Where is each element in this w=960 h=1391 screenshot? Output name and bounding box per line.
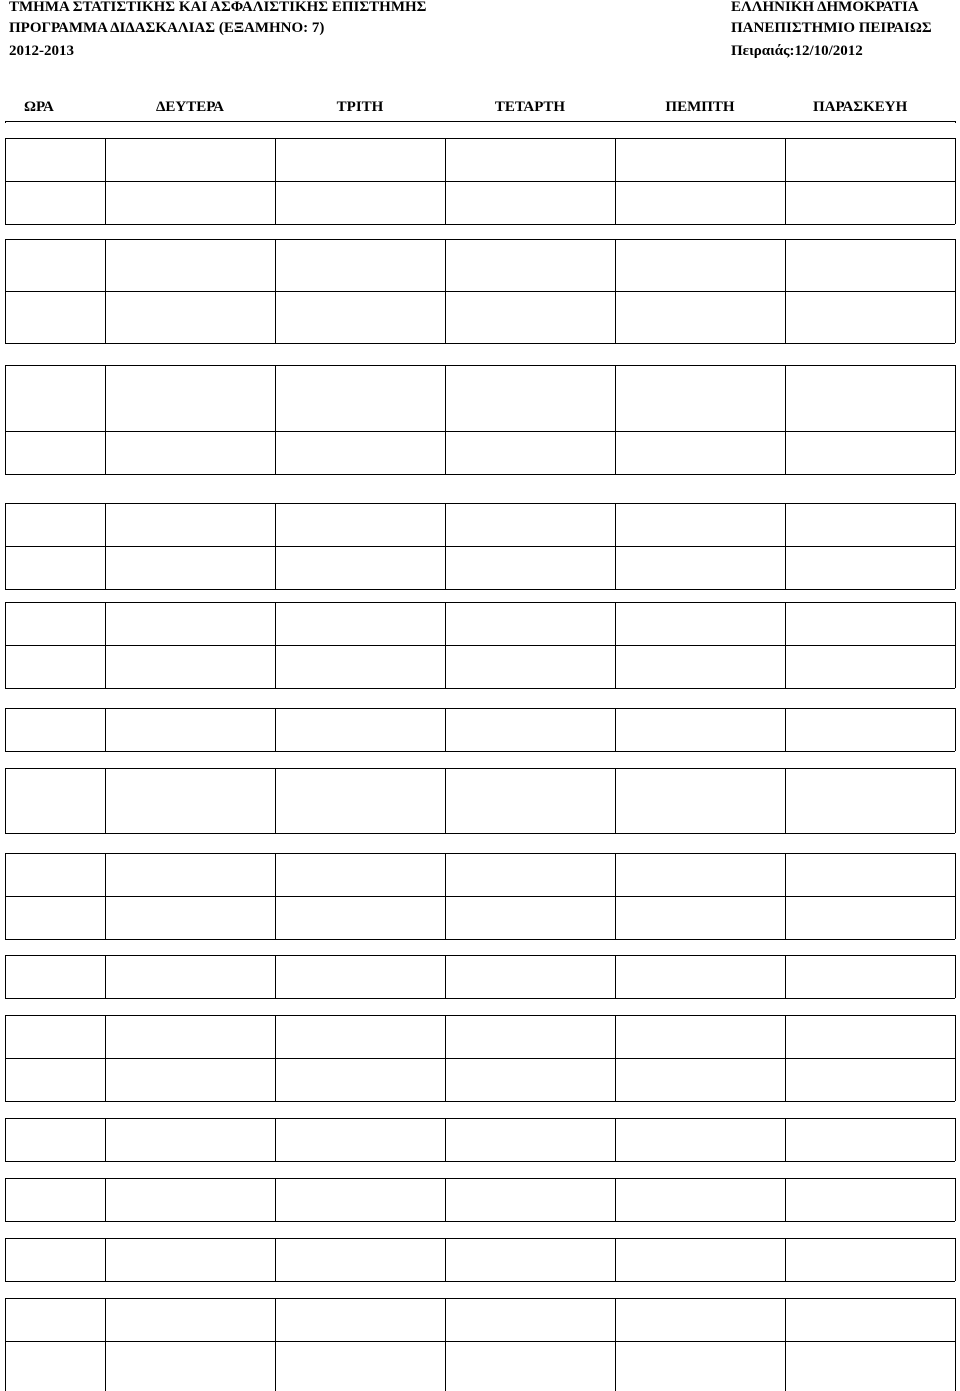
grid-line — [5, 291, 6, 343]
grid-line — [275, 1238, 276, 1281]
grid-line — [105, 1341, 106, 1391]
grid-line — [5, 365, 6, 431]
grid-line — [5, 431, 955, 432]
grid-line — [5, 365, 955, 366]
grid-line — [105, 1118, 106, 1161]
grid-line — [955, 955, 956, 998]
grid-line — [955, 546, 956, 589]
grid-line — [5, 1178, 6, 1221]
grid-line — [615, 1341, 616, 1391]
grid-line — [785, 1341, 786, 1391]
grid-line — [445, 1118, 446, 1161]
grid-line — [5, 1015, 6, 1058]
grid-line — [275, 138, 276, 181]
grid-line — [5, 1015, 955, 1016]
grid-line — [955, 1341, 956, 1391]
grid-line — [445, 239, 446, 291]
grid-line — [5, 1298, 955, 1299]
grid-line — [615, 503, 616, 546]
grid-line — [615, 181, 616, 224]
grid-line — [5, 138, 955, 139]
grid-line — [785, 896, 786, 939]
grid-line — [785, 546, 786, 589]
grid-line — [105, 645, 106, 688]
grid-line — [105, 896, 106, 939]
grid-line — [955, 896, 956, 939]
grid-line — [275, 955, 276, 998]
column-header-thursday: ΠΕΜΠΤΗ — [665, 99, 735, 115]
grid-line — [445, 546, 446, 589]
grid-line — [955, 768, 956, 833]
grid-line — [275, 853, 276, 896]
grid-line — [105, 503, 106, 546]
grid-line — [445, 503, 446, 546]
grid-line — [615, 546, 616, 589]
grid-line — [5, 708, 6, 751]
grid-line — [5, 474, 955, 475]
grid-line — [785, 431, 786, 474]
university-name: ΠΑΝΕΠΙΣΤΗΜΙΟ ΠΕΙΡΑΙΩΣ — [731, 20, 932, 36]
grid-line — [955, 121, 956, 123]
grid-line — [5, 431, 6, 474]
grid-line — [5, 1058, 955, 1059]
grid-line — [955, 1178, 956, 1221]
grid-line — [5, 1161, 955, 1162]
grid-line — [105, 1178, 106, 1221]
grid-line — [785, 1238, 786, 1281]
grid-line — [445, 896, 446, 939]
grid-line — [615, 1298, 616, 1341]
grid-line — [615, 1118, 616, 1161]
grid-line — [5, 602, 6, 645]
grid-line — [785, 645, 786, 688]
grid-line — [275, 181, 276, 224]
grid-line — [955, 708, 956, 751]
grid-line — [785, 602, 786, 645]
column-header-friday: ΠΑΡΑΣΚΕΥΗ — [813, 99, 908, 115]
grid-line — [445, 431, 446, 474]
grid-line — [615, 431, 616, 474]
grid-line — [275, 1118, 276, 1161]
grid-line — [5, 1281, 955, 1282]
column-header-wednesday: ΤΕΤΑΡΤΗ — [494, 99, 566, 115]
grid-line — [615, 768, 616, 833]
grid-line — [785, 365, 786, 431]
grid-line — [955, 853, 956, 896]
grid-line — [615, 239, 616, 291]
grid-line — [5, 1118, 955, 1119]
grid-line — [275, 1015, 276, 1058]
grid-line — [5, 181, 955, 182]
grid-line — [105, 768, 106, 833]
grid-line — [615, 645, 616, 688]
grid-line — [5, 121, 6, 123]
grid-line — [5, 751, 955, 752]
grid-line — [5, 503, 6, 546]
grid-line — [5, 1341, 955, 1342]
grid-line — [445, 768, 446, 833]
grid-line — [275, 1341, 276, 1391]
grid-line — [445, 853, 446, 896]
grid-line — [955, 1015, 956, 1058]
grid-line — [785, 181, 786, 224]
column-header-monday: ΔΕΥΤΕΡΑ — [155, 99, 225, 115]
grid-line — [275, 365, 276, 431]
grid-line — [5, 1298, 6, 1341]
grid-line — [785, 1178, 786, 1221]
grid-line — [5, 1221, 955, 1222]
grid-line — [275, 708, 276, 751]
grid-line — [445, 365, 446, 431]
grid-line — [955, 365, 956, 431]
grid-line — [105, 138, 106, 181]
grid-line — [955, 1058, 956, 1101]
grid-line — [275, 1298, 276, 1341]
grid-line — [105, 291, 106, 343]
grid-line — [615, 708, 616, 751]
grid-line — [275, 602, 276, 645]
grid-line — [5, 239, 955, 240]
grid-line — [785, 1058, 786, 1101]
grid-line — [445, 1341, 446, 1391]
grid-line — [445, 1178, 446, 1221]
grid-line — [615, 896, 616, 939]
grid-line — [615, 853, 616, 896]
grid-line — [445, 602, 446, 645]
grid-line — [5, 589, 955, 590]
grid-line — [615, 1058, 616, 1101]
grid-line — [615, 1178, 616, 1221]
grid-line — [275, 239, 276, 291]
grid-line — [5, 1238, 6, 1281]
grid-line — [275, 503, 276, 546]
grid-line — [955, 645, 956, 688]
grid-line — [5, 602, 955, 603]
grid-line — [785, 291, 786, 343]
grid-line — [275, 546, 276, 589]
grid-line — [955, 1118, 956, 1161]
grid-line — [105, 1015, 106, 1058]
grid-line — [5, 955, 6, 998]
grid-line — [955, 602, 956, 645]
grid-line — [445, 708, 446, 751]
grid-line — [5, 1178, 955, 1179]
column-header-tuesday: ΤΡΙΤΗ — [336, 99, 384, 115]
grid-line — [955, 239, 956, 291]
grid-line — [5, 121, 955, 122]
grid-line — [275, 768, 276, 833]
academic-year: 2012-2013 — [9, 43, 74, 59]
grid-line — [105, 239, 106, 291]
grid-line — [785, 138, 786, 181]
grid-line — [105, 955, 106, 998]
grid-line — [275, 645, 276, 688]
grid-line — [275, 1178, 276, 1221]
grid-line — [785, 853, 786, 896]
grid-line — [785, 1118, 786, 1161]
grid-line — [955, 181, 956, 224]
grid-line — [615, 138, 616, 181]
grid-line — [105, 181, 106, 224]
grid-line — [615, 602, 616, 645]
grid-line — [5, 546, 955, 547]
grid-line — [275, 1058, 276, 1101]
grid-line — [615, 291, 616, 343]
grid-line — [275, 291, 276, 343]
grid-line — [5, 939, 955, 940]
grid-line — [445, 1238, 446, 1281]
column-header-time: ΩΡΑ — [24, 99, 54, 115]
place-date: Πειραιάς:12/10/2012 — [731, 43, 863, 59]
grid-line — [955, 431, 956, 474]
grid-line — [5, 546, 6, 589]
country-name: ΕΛΛΗΝΙΚΗ ΔΗΜΟΚΡΑΤΙΑ — [731, 0, 919, 15]
grid-line — [955, 138, 956, 181]
grid-line — [445, 138, 446, 181]
grid-line — [445, 1015, 446, 1058]
grid-line — [5, 708, 955, 709]
grid-line — [105, 546, 106, 589]
grid-line — [105, 1058, 106, 1101]
grid-line — [955, 291, 956, 343]
program-title: ΠΡΟΓΡΑΜΜΑ ΔΙΔΑΣΚΑΛΙΑΣ (ΕΞΑΜΗΝΟ: 7) — [9, 20, 325, 36]
grid-line — [615, 1015, 616, 1058]
grid-line — [5, 853, 955, 854]
grid-line — [105, 365, 106, 431]
grid-line — [5, 1341, 6, 1391]
grid-line — [5, 138, 6, 181]
grid-line — [5, 955, 955, 956]
grid-line — [785, 708, 786, 751]
grid-line — [5, 833, 955, 834]
grid-line — [785, 768, 786, 833]
grid-line — [445, 181, 446, 224]
grid-line — [445, 955, 446, 998]
grid-line — [5, 896, 6, 939]
grid-line — [5, 1101, 955, 1102]
grid-line — [955, 1238, 956, 1281]
grid-line — [445, 1298, 446, 1341]
department-name: ΤΜΗΜΑ ΣΤΑΤΙΣΤΙΚΗΣ ΚΑΙ ΑΣΦΑΛΙΣΤΙΚΗΣ ΕΠΙΣΤΗΜΗΣ — [9, 0, 427, 15]
grid-line — [105, 602, 106, 645]
grid-line — [5, 896, 955, 897]
grid-line — [275, 896, 276, 939]
grid-line — [785, 1015, 786, 1058]
grid-line — [785, 1298, 786, 1341]
grid-line — [105, 853, 106, 896]
grid-line — [105, 1238, 106, 1281]
grid-line — [615, 955, 616, 998]
grid-line — [105, 708, 106, 751]
grid-line — [5, 503, 955, 504]
grid-line — [955, 503, 956, 546]
grid-line — [105, 1298, 106, 1341]
grid-line — [5, 645, 6, 688]
grid-line — [445, 291, 446, 343]
grid-line — [5, 343, 955, 344]
grid-line — [5, 224, 955, 225]
grid-line — [5, 291, 955, 292]
grid-line — [5, 1058, 6, 1101]
grid-line — [5, 1118, 6, 1161]
grid-line — [5, 853, 6, 896]
grid-line — [275, 431, 276, 474]
grid-line — [785, 503, 786, 546]
grid-line — [445, 645, 446, 688]
grid-line — [5, 688, 955, 689]
grid-line — [5, 239, 6, 291]
grid-line — [615, 1238, 616, 1281]
grid-line — [785, 955, 786, 998]
grid-line — [5, 768, 955, 769]
grid-line — [445, 1058, 446, 1101]
grid-line — [615, 365, 616, 431]
grid-line — [5, 998, 955, 999]
grid-line — [105, 431, 106, 474]
grid-line — [5, 768, 6, 833]
grid-line — [5, 1238, 955, 1239]
grid-line — [5, 181, 6, 224]
grid-line — [955, 1298, 956, 1341]
grid-line — [785, 239, 786, 291]
grid-line — [5, 645, 955, 646]
